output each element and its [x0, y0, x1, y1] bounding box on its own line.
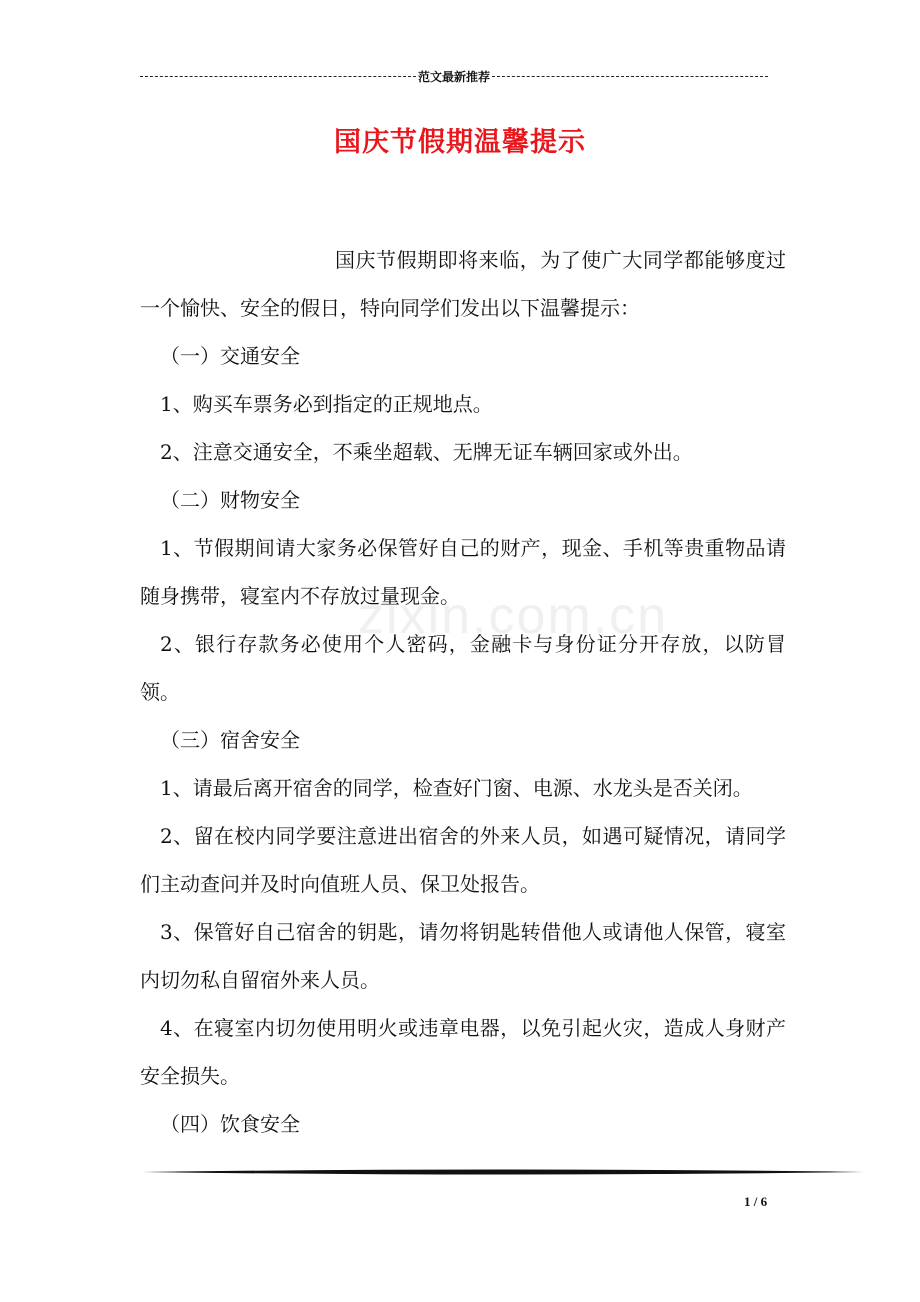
page-number: 1 / 6	[744, 1194, 768, 1209]
paragraph-item: 4、在寝室内切勿使用明火或违章电器，以免引起火灾，造成人身财产安全损失。	[140, 1016, 786, 1088]
footer-rule	[142, 1168, 864, 1176]
paragraph-item: 1、节假期间请大家务必保管好自己的财产，现金、手机等贵重物品请随身携带，寝室内不存放过量现金。	[140, 536, 786, 608]
page-header	[140, 68, 768, 85]
document-title: 国庆节假期温馨提示	[334, 127, 586, 158]
watermark: zixin.com.cn	[358, 587, 669, 645]
paragraph-item: 3、保管好自己宿舍的钥匙，请勿将钥匙转借他人或请他人保管，寝室内切勿私自留宿外来人员。	[140, 920, 786, 992]
paragraph-item: 1、请最后离开宿舍的同学，检查好门窗、电源、水龙头是否关闭。	[160, 776, 753, 800]
paragraph-item: 2、注意交通安全，不乘坐超载、无牌无证车辆回家或外出。	[160, 440, 693, 464]
section-heading-food: （四）饮食安全	[160, 1112, 300, 1136]
header-dash-right	[492, 76, 768, 77]
section-heading-traffic: （一）交通安全	[160, 344, 300, 368]
paragraph-item: 2、留在校内同学要注意进出宿舍的外来人员，如遇可疑情况，请同学们主动查问并及时向值班人员、保卫处报告。	[140, 824, 786, 896]
paragraph-item: 1、购买车票务必到指定的正规地点。	[160, 392, 493, 416]
section-heading-property: （二）财物安全	[160, 488, 300, 512]
section-heading-dorm: （三）宿舍安全	[160, 728, 300, 752]
paragraph-item: 2、银行存款务必使用个人密码，金融卡与身份证分开存放，以防冒领。	[140, 632, 786, 704]
header-dash-left	[140, 76, 416, 77]
paragraph-intro: 国庆节假期即将来临，为了使广大同学都能够度过一个愉快、安全的假日，特向同学们发出以下温馨提示：	[140, 248, 786, 320]
header-label: 范文最新推荐	[418, 70, 491, 84]
document-body	[140, 236, 786, 1148]
